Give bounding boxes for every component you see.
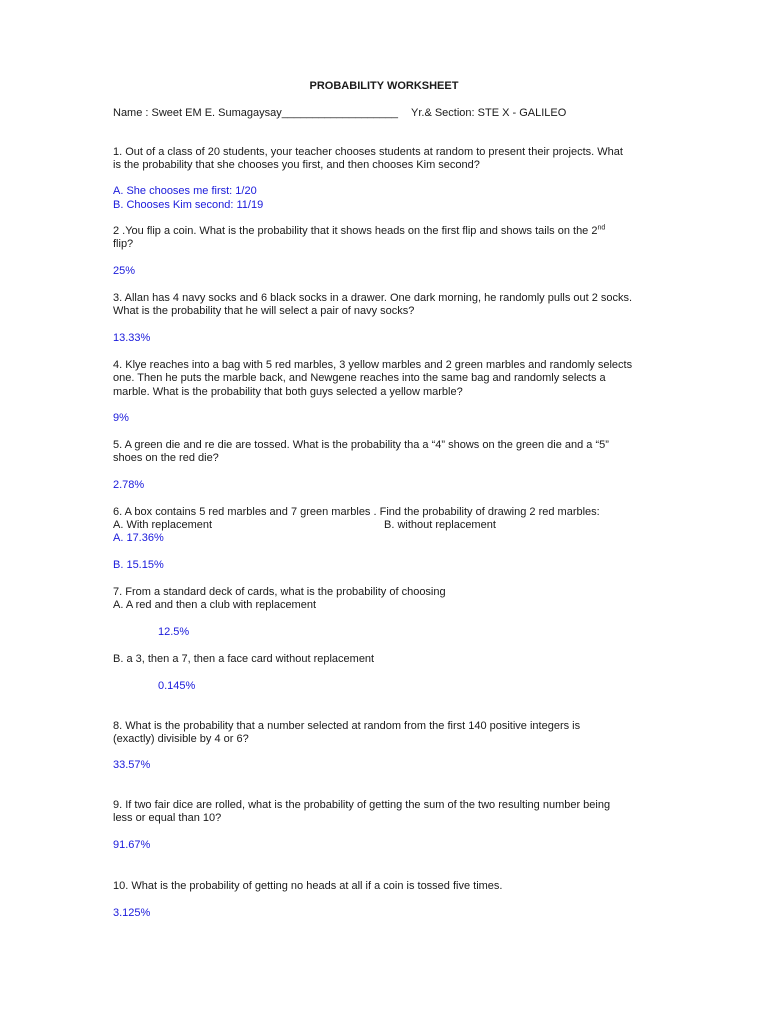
- q1-text-line2: is the probability that she chooses you first, and then chooses Kim second?: [113, 159, 480, 171]
- q2-text: 2 .You flip a coin. What is the probability that it shows heads on the first flip and shows tails on the 2: [113, 225, 598, 237]
- q3-text-line2: What is the probability that he will select a pair of navy socks?: [113, 305, 415, 317]
- q4-text-line1: 4. Klye reaches into a bag with 5 red marbles, 3 yellow marbles and 2 green marbles and randomly selects: [113, 359, 633, 371]
- q5-answer: 2.78%: [113, 479, 145, 491]
- q2-text-line2: flip?: [113, 238, 134, 250]
- q2-text-line1: [113, 225, 605, 238]
- q3-answer: 13.33%: [113, 332, 151, 344]
- q8-text-line2: (exactly) divisible by 4 or 6?: [113, 733, 249, 745]
- q7-answer-b: 0.145%: [158, 680, 196, 692]
- q7-answer-a: 12.5%: [158, 626, 190, 638]
- q9-text-line1: 9. If two fair dice are rolled, what is the probability of getting the sum of the two resulting number being: [113, 799, 611, 811]
- q1-text-line1: 1. Out of a class of 20 students, your teacher chooses students at random to present their projects. What: [113, 146, 623, 158]
- q4-text-line2: one. Then he puts the marble back, and Newgene reaches into the same bag and randomly selects a: [113, 372, 606, 384]
- q2-superscript: nd: [597, 224, 606, 232]
- page-title: PROBABILITY WORKSHEET: [309, 80, 459, 92]
- name-label: Name : Sweet EM E. Sumagaysay: [113, 107, 282, 119]
- q7-text-line1: 7. From a standard deck of cards, what is the probability of choosing: [113, 586, 446, 598]
- q8-text-line1: 8. What is the probability that a number selected at random from the first 140 positive integers is: [113, 720, 581, 732]
- q8-answer: 33.57%: [113, 759, 151, 771]
- q7-part-a: A. A red and then a club with replacement: [113, 599, 317, 611]
- q1-answer-a: A. She chooses me first: 1/20: [113, 185, 257, 197]
- name-blank: ___________________: [281, 107, 398, 119]
- q6-option-b: B. without replacement: [384, 519, 496, 531]
- q5-text-line2: shoes on the red die?: [113, 452, 219, 464]
- q9-text-line2: less or equal than 10?: [113, 812, 222, 824]
- section-label: Yr.& Section: STE X - GALILEO: [411, 107, 567, 119]
- q10-answer: 3.125%: [113, 907, 151, 919]
- q4-text-line3: marble. What is the probability that both guys selected a yellow marble?: [113, 386, 463, 398]
- q6-text-line1: 6. A box contains 5 red marbles and 7 green marbles . Find the probability of drawing 2 red marbles:: [113, 506, 600, 518]
- q9-answer: 91.67%: [113, 839, 151, 851]
- q3-text-line1: 3. Allan has 4 navy socks and 6 black socks in a drawer. One dark morning, he randomly pulls out 2 socks.: [113, 292, 633, 304]
- q5-text-line1: 5. A green die and re die are tossed. What is the probability tha a “4” shows on the green die and a “5”: [113, 439, 609, 451]
- q6-option-a: A. With replacement: [113, 519, 213, 531]
- q4-answer: 9%: [113, 412, 129, 424]
- q2-answer: 25%: [113, 265, 136, 277]
- q10-text-line1: 10. What is the probability of getting no heads at all if a coin is tossed five times.: [113, 880, 503, 892]
- q6-answer-b: B. 15.15%: [113, 559, 164, 571]
- q6-answer-a: A. 17.36%: [113, 532, 164, 544]
- q1-answer-b: B. Chooses Kim second: 11/19: [113, 199, 264, 211]
- q7-part-b: B. a 3, then a 7, then a face card without replacement: [113, 653, 375, 665]
- name-line: [113, 107, 398, 120]
